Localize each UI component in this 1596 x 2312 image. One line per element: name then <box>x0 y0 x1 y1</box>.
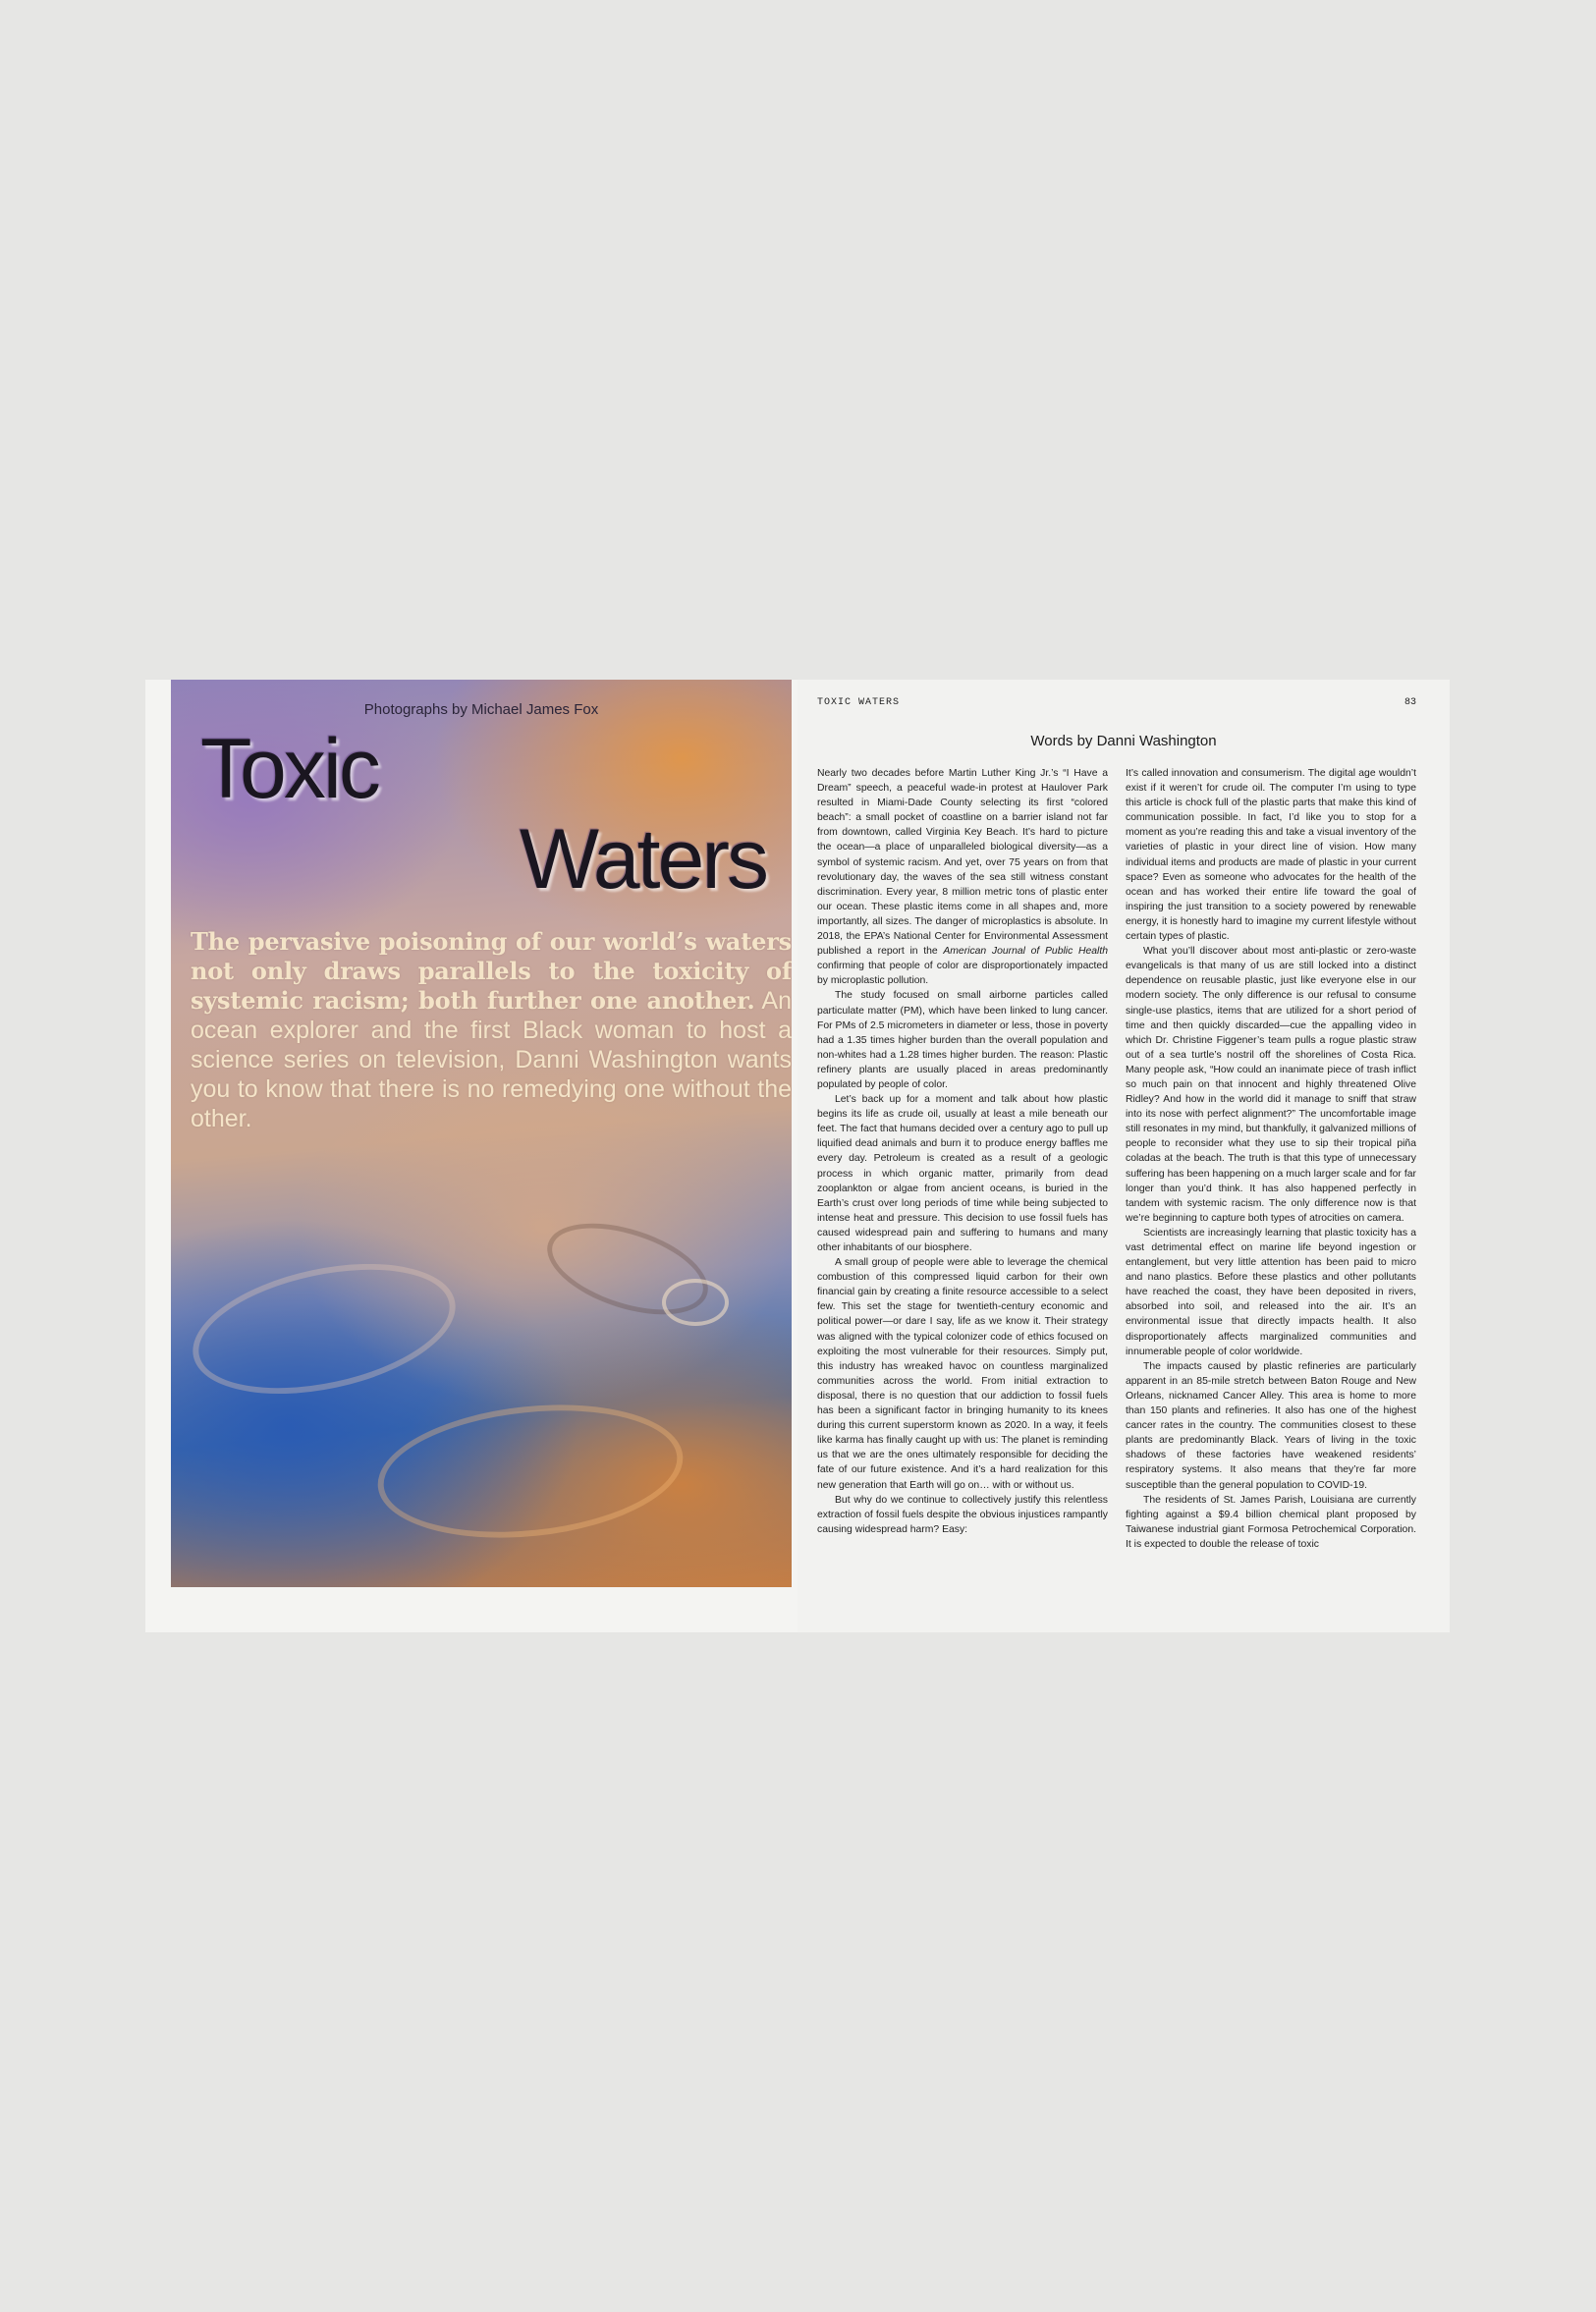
right-page <box>798 680 1450 1632</box>
running-head: TOXIC WATERS <box>817 697 901 708</box>
standfirst-sans-continuation: An ocean explorer and the first Black woman to host a science series on television, Danni Washington wants you to know that there is no remedying one without the other. <box>191 987 792 1132</box>
paragraph-text: Nearly two decades before Martin Luther King Jr.’s “I Have a Dream” speech, a peaceful wade-in protest at Haulover Park resulted in Miami-Dade County selecting its first “colored beach”: a small pocket of coastline on a barrier island not far from downtown, called Virginia Key Beach. It’s hard to picture the ocean—a place of unparalleled biological diversity—as a symbol of systemic racism. And yet, over 75 years on from that revolutionary day, the waves of the sea still witness constant discrimination. Every year, 8 million metric tons of plastic enter our ocean. These plastic items come in all shapes and, more importantly, all sizes. The danger of microplastics is absolute. In 2018, the EPA’s National Center for Environmental Assessment published a report in the <box>817 768 1108 958</box>
water-ripple <box>181 1242 467 1415</box>
body-paragraph: It’s called innovation and consumerism. The digital age wouldn’t exist if it weren’t for crude oil. The computer I’m using to type this article is chock full of the plastic parts that make this kind of communication possible. In fact, I’d like you to stop for a moment as you’re reading this and take a visual inventory of the varieties of plastic in your direct line of vision. How many individual items and products are made of plastic in your current space? Even as someone who advocates for the health of the ocean and has worked their entire life toward the goal of inspiring the just transition to a society powered by renewable energy, it is honestly hard to imagine my current lifestyle without certain types of plastic. <box>1126 768 1416 943</box>
water-ripple <box>371 1391 689 1552</box>
opening-photograph <box>171 680 792 1587</box>
standfirst-serif-lead: The pervasive poisoning of our world’s waters not only draws parallels to the toxicity of systemic racism; both further one another. <box>191 927 792 1015</box>
page-number: 83 <box>1403 697 1416 708</box>
journal-title: American Journal of Public Health <box>943 946 1108 958</box>
byline: Words by Danni Washington <box>1030 733 1217 749</box>
body-paragraph: The study focused on small airborne particles called particulate matter (PM), which have been linked to lung cancer. For PMs of 2.5 micrometers in diameter or less, those in poverty had a 1.35 times higher burden than the overall population and non-whites had a 1.28 times higher burden. The reason: Plastic refinery plants are usually placed in areas predominantly populated by people of color. <box>817 990 1108 1090</box>
standfirst <box>191 927 792 1133</box>
body-paragraph: The residents of St. James Parish, Louisiana are currently fighting against a $9.4 billion chemical plant proposed by Taiwanese industrial giant Formosa Petrochemical Corporation. It is expected to double the release of toxic <box>1126 1494 1416 1550</box>
body-paragraph: Scientists are increasingly learning that plastic toxicity has a vast detrimental effect on marine life beyond ingestion or entanglement, but very little attention has been paid to micro and nano plastics. Before these plastics and other pollutants have reached the coast, they have been deposited in rivers, absorbed into soil, and released into the air. It’s an environmental issue that directly impacts health. It also disproportionately affects marginalized communities and innumerable people of color worldwide. <box>1126 1227 1416 1357</box>
body-paragraph: The impacts caused by plastic refineries are particularly apparent in an 85-mile stretch between Baton Rouge and New Orleans, nicknamed Cancer Alley. This area is home to more than 150 plants and refineries. It also has one of the highest cancer rates in the country. The communities closest to these plants are predominantly Black. Years of living in the toxic shadows of these factories have weakened residents’ respiratory systems. It also means that they’re far more susceptible than the general population to COVID-19. <box>1126 1360 1416 1491</box>
title-word-toxic: Toxic <box>200 722 378 816</box>
body-paragraph: What you’ll discover about most anti-plastic or zero-waste evangelicals is that many of us are still locked into a distinct dependence on reusable plastic, just like everyone else in our modern society. The only difference is our refusal to consume single-use plastics, items that are utilized for a short period of time and then quickly discarded—cue the appalling video in which Dr. Christine Figgener’s team pulls a rogue plastic straw out of a sea turtle’s nostril off the shorelines of Costa Rica. Many people ask, “How could an inanimate piece of trash inflict so much pain on that innocent and highly threatened Olive Ridley? And how in the world did it manage to sniff that straw into its nose with perfect alignment?” The uncomfortable image still resonates in my mind, but thankfully, it galvanized millions of people to reconsider what they use to sip their tropical piña coladas at the beach. The truth is that this type of unnecessary suffering has been happening on a much larger scale and for far longer than you’d think. It has also happened perfectly in tandem with systemic racism. The only difference now is that we’re beginning to capture both types of atrocities on camera. <box>1126 946 1416 1224</box>
water-ripple <box>662 1279 729 1326</box>
magazine-spread <box>145 680 1450 1632</box>
body-paragraph: A small group of people were able to leverage the chemical combustion of this compressed liquid carbon for their own financial gain by creating a finite resource accessible to a select few. This set the stage for twentieth-century economic and political power—or dare I say, life as we know it. Their strategy was aligned with the typical colonizer code of ethics focused on exploiting the most vulnerable for their resources. Simply put, this industry has wreaked havoc on countless marginalized communities across the world. From initial extraction to disposal, there is no question that our addiction to fossil fuels has been a significant factor in bringing humanity to its knees during this current superstorm known as 2020. In a way, it feels like karma has finally caught up with us: The planet is reminding us that we are the ones ultimately responsible for deciding the fate of our future existence. And it’s a hard realization for this new generation that Earth will go on… with or without us. <box>817 1257 1108 1491</box>
paragraph-text: confirming that people of color are disproportionately impacted by microplastic pollution. <box>817 961 1108 987</box>
title-word-waters: Waters <box>519 812 766 907</box>
left-page <box>145 680 798 1632</box>
body-column-2 <box>1126 766 1416 1630</box>
body-column-1 <box>817 766 1108 1630</box>
photo-credit: Photographs by Michael James Fox <box>363 701 599 718</box>
body-paragraph: Let’s back up for a moment and talk about how plastic begins its life as crude oil, usually at least a mile beneath our feet. The fact that humans decided over a century ago to pull up liquified dead animals and burn it to produce energy baffles me every day. Petroleum is created as a result of a geologic process in which organic matter, primarily from dead zooplankton or algae from ancient oceans, is buried in the Earth’s crust over long periods of time while being subjected to intense heat and pressure. This decision to use fossil fuels has caused widespread pain and suffering to humans and many other inhabitants of our biosphere. <box>817 1094 1108 1253</box>
body-paragraph: But why do we continue to collectively justify this relentless extraction of fossil fuels despite the obvious injustices rampantly causing widespread harm? Easy: <box>817 1494 1108 1535</box>
body-paragraph <box>817 766 1108 988</box>
